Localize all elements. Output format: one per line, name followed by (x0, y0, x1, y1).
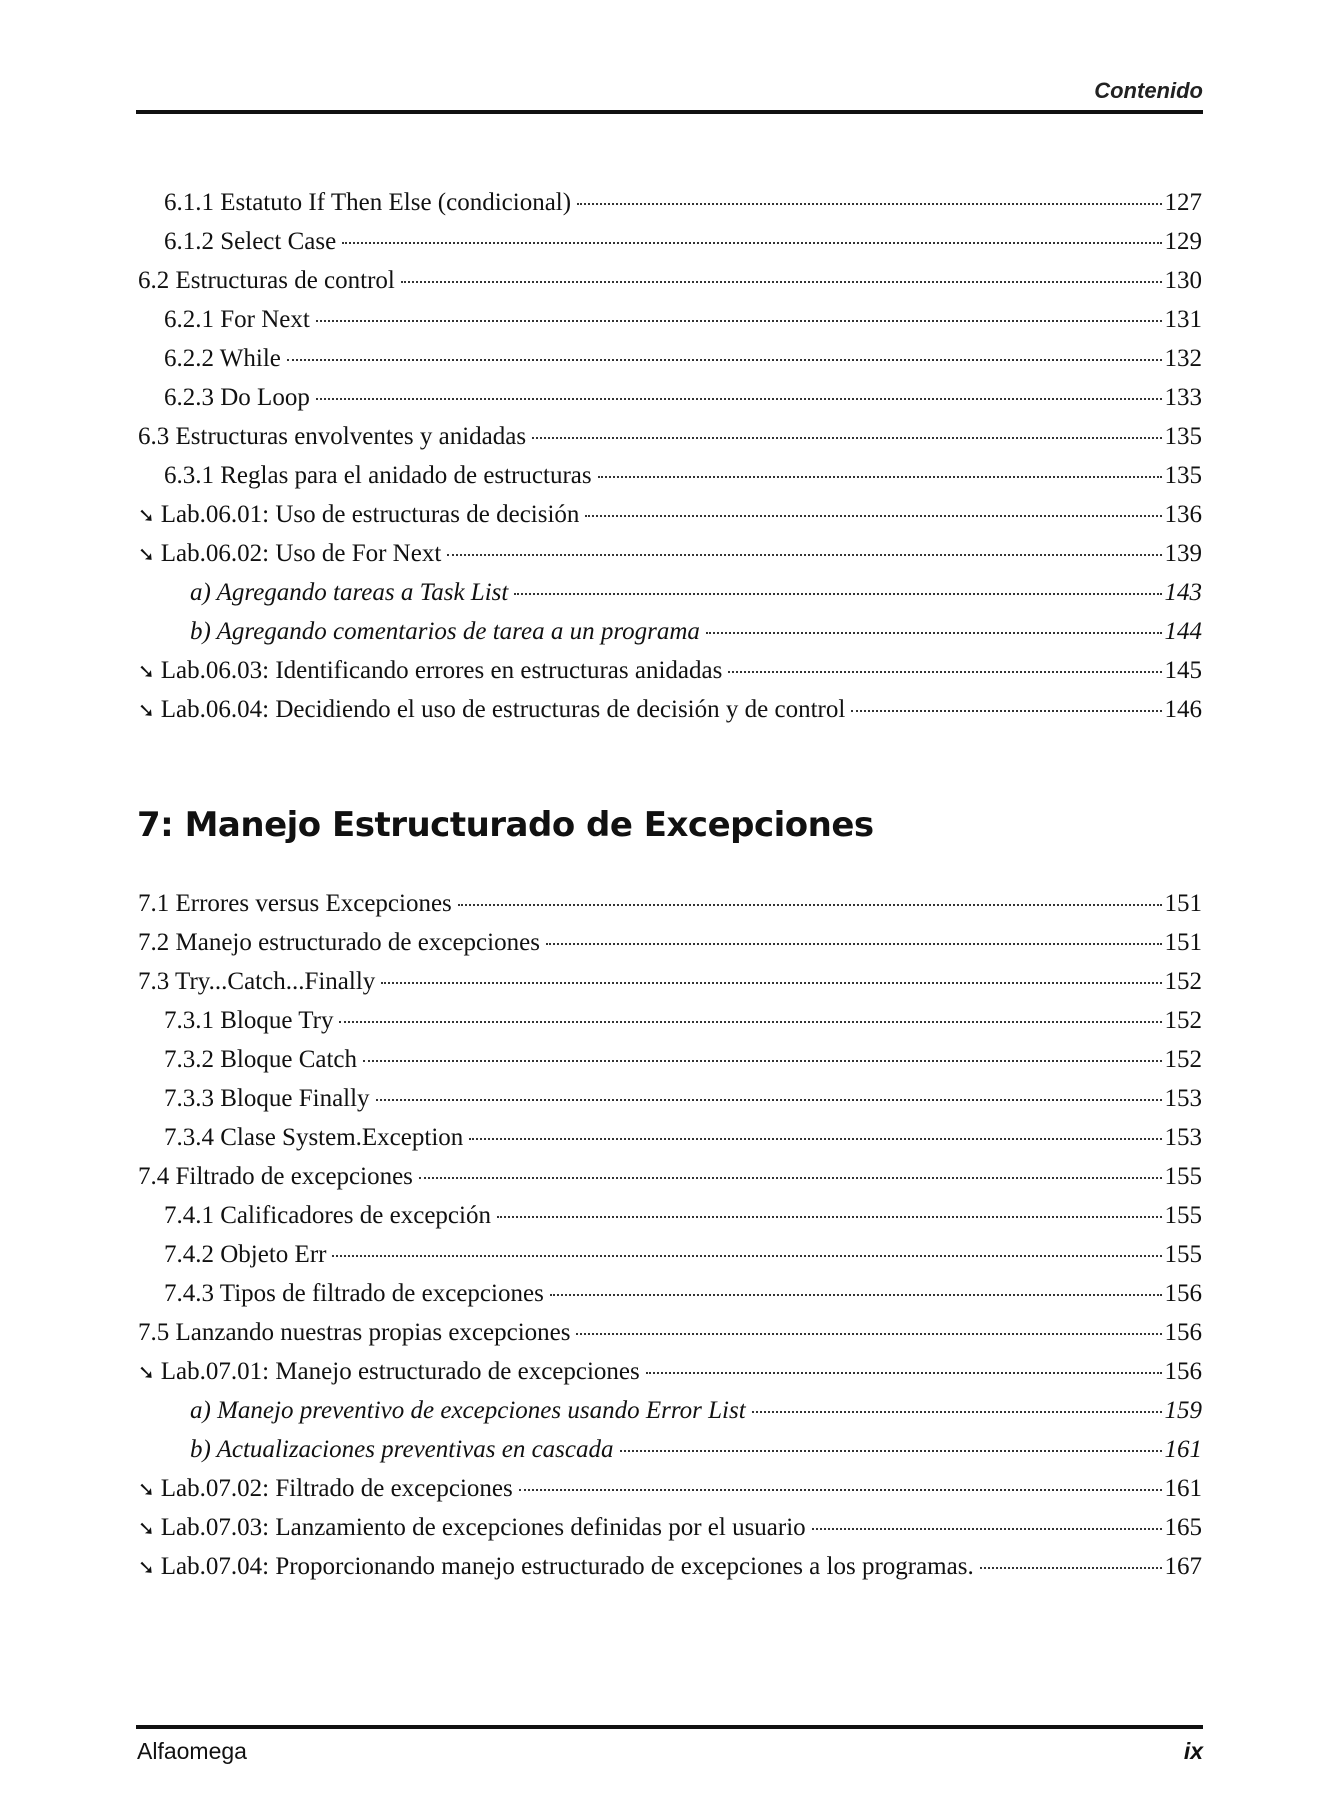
toc-entry-title: 7.1 Errores versus Excepciones (138, 890, 452, 917)
toc-entry-lab (138, 690, 1202, 729)
toc-entry-title: 7.3 Try...Catch...Finally (138, 968, 376, 995)
toc-entry-page: 156 (1164, 1280, 1202, 1307)
dot-leader (332, 1255, 1161, 1257)
toc-entry-title: 6.2.2 While (164, 345, 281, 372)
toc-entry (138, 573, 1202, 612)
dot-leader (519, 1489, 1162, 1491)
toc-entry-title: 7.3.2 Bloque Catch (164, 1046, 358, 1073)
toc-entry-title: Lab.06.04: Decidiendo el uso de estructuras de decisión y de control (160, 696, 846, 723)
dot-leader (980, 1567, 1162, 1569)
toc-entry-page: 153 (1164, 1124, 1202, 1151)
dot-leader (646, 1372, 1162, 1374)
dot-leader (316, 320, 1162, 322)
dot-leader (728, 671, 1161, 673)
toc-entry-title: 6.2.1 For Next (164, 306, 310, 333)
toc-entry-page: 165 (1164, 1514, 1202, 1541)
toc-entry-lab (138, 1469, 1202, 1508)
toc-entry-title: 7.5 Lanzando nuestras propias excepciones (138, 1319, 571, 1346)
toc-entry-title: Lab.07.02: Filtrado de excepciones (160, 1475, 513, 1502)
dot-leader (316, 398, 1162, 400)
toc-entry (138, 612, 1202, 651)
dot-leader (419, 1177, 1162, 1179)
dot-leader (342, 242, 1161, 244)
toc-entry-title: Lab.06.02: Uso de For Next (160, 540, 442, 567)
toc-entry-title: 7.3.3 Bloque Finally (164, 1085, 370, 1112)
toc-entry-page: 127 (1164, 189, 1202, 216)
dot-leader (339, 1021, 1161, 1023)
arrow-down-right-icon: ➘ (138, 542, 155, 566)
toc-entry (138, 339, 1202, 378)
toc-entry-title: 6.2 Estructuras de control (138, 267, 395, 294)
toc-entry-lab (138, 1352, 1202, 1391)
toc-entry-page: 133 (1164, 384, 1202, 411)
toc-entry (138, 962, 1202, 1001)
toc-entry-lab (138, 651, 1202, 690)
toc-entry-page: 155 (1164, 1202, 1202, 1229)
toc-entry-title: 6.1.2 Select Case (164, 228, 337, 255)
toc-entry (138, 923, 1202, 962)
toc-entry (138, 1313, 1202, 1352)
dot-leader (577, 203, 1161, 205)
dot-leader (812, 1528, 1162, 1530)
toc-entry (138, 1118, 1202, 1157)
running-header: Contenido (1094, 78, 1203, 103)
toc-entry (138, 378, 1202, 417)
toc-entry-page: 129 (1164, 228, 1202, 255)
arrow-down-right-icon: ➘ (138, 1516, 155, 1540)
toc-entry-page: 152 (1164, 1046, 1202, 1073)
dot-leader (752, 1411, 1162, 1413)
toc-list-chapter-7 (138, 884, 1202, 1586)
toc-entry-page: 152 (1164, 968, 1202, 995)
footer-publisher: Alfaomega (137, 1738, 247, 1764)
dot-leader (620, 1450, 1162, 1452)
toc-entry (138, 1235, 1202, 1274)
arrow-down-right-icon: ➘ (138, 1360, 155, 1384)
toc-entry (138, 222, 1202, 261)
toc-list-chapter-6 (138, 183, 1202, 729)
toc-entry-page: 167 (1164, 1553, 1202, 1580)
toc-entry-page: 130 (1164, 267, 1202, 294)
dot-leader (381, 982, 1161, 984)
dot-leader (851, 710, 1161, 712)
footer-page-number: ix (1183, 1738, 1203, 1764)
toc-entry-page: 135 (1164, 462, 1202, 489)
dot-leader (497, 1216, 1162, 1218)
toc-entry-title: a) Agregando tareas a Task List (190, 579, 509, 606)
toc-entry-page: 161 (1164, 1475, 1202, 1502)
toc-entry (138, 1274, 1202, 1313)
arrow-down-right-icon: ➘ (138, 503, 155, 527)
toc-entry (138, 1430, 1202, 1469)
toc-entry-page: 155 (1164, 1241, 1202, 1268)
chapter-heading: 7: Manejo Estructurado de Excepciones (137, 805, 874, 845)
dot-leader (585, 515, 1161, 517)
toc-entry-page: 143 (1164, 579, 1202, 606)
arrow-down-right-icon: ➘ (138, 698, 155, 722)
arrow-down-right-icon: ➘ (138, 1555, 155, 1579)
toc-entry (138, 1040, 1202, 1079)
dot-leader (363, 1060, 1161, 1062)
toc-entry-title: Lab.06.01: Uso de estructuras de decisión (160, 501, 580, 528)
toc-entry-title: 7.2 Manejo estructurado de excepciones (138, 929, 540, 956)
dot-leader (458, 904, 1162, 906)
toc-entry-page: 161 (1164, 1436, 1202, 1463)
toc-entry (138, 1196, 1202, 1235)
toc-entry-title: 6.3 Estructuras envolventes y anidadas (138, 423, 527, 450)
toc-entry-page: 159 (1164, 1397, 1202, 1424)
toc-entry-title: b) Actualizaciones preventivas en cascada (190, 1436, 614, 1463)
toc-entry-title: Lab.07.04: Proporcionando manejo estructurado de excepciones a los programas. (160, 1553, 974, 1580)
toc-entry-title: a) Manejo preventivo de excepciones usando Error List (190, 1397, 746, 1424)
dot-leader (546, 943, 1162, 945)
toc-entry-page: 152 (1164, 1007, 1202, 1034)
toc-entry (138, 261, 1202, 300)
dot-leader (532, 437, 1161, 439)
toc-entry (138, 1001, 1202, 1040)
arrow-down-right-icon: ➘ (138, 1477, 155, 1501)
toc-entry (138, 1391, 1202, 1430)
toc-entry-page: 146 (1164, 696, 1202, 723)
toc-entry-page: 132 (1164, 345, 1202, 372)
toc-entry-title: 7.4.3 Tipos de filtrado de excepciones (164, 1280, 544, 1307)
toc-entry (138, 183, 1202, 222)
arrow-down-right-icon: ➘ (138, 659, 155, 683)
toc-entry-page: 151 (1164, 929, 1202, 956)
toc-entry-title: Lab.07.03: Lanzamiento de excepciones definidas por el usuario (160, 1514, 806, 1541)
toc-entry-page: 131 (1164, 306, 1202, 333)
toc-entry-page: 151 (1164, 890, 1202, 917)
toc-entry-title: 7.4 Filtrado de excepciones (138, 1163, 413, 1190)
toc-entry-page: 145 (1164, 657, 1202, 684)
toc-entry-page: 153 (1164, 1085, 1202, 1112)
toc-entry-title: 6.1.1 Estatuto If Then Else (condicional) (164, 189, 572, 216)
toc-entry (138, 1079, 1202, 1118)
toc-entry-title: 7.3.1 Bloque Try (164, 1007, 334, 1034)
toc-entry-title: 6.2.3 Do Loop (164, 384, 310, 411)
toc-entry-lab (138, 1547, 1202, 1586)
dot-leader (550, 1294, 1162, 1296)
toc-entry (138, 300, 1202, 339)
toc-entry-lab (138, 495, 1202, 534)
toc-entry-title: 7.4.1 Calificadores de excepción (164, 1202, 491, 1229)
toc-entry-page: 156 (1164, 1319, 1202, 1346)
toc-entry-title: Lab.07.01: Manejo estructurado de excepciones (160, 1358, 640, 1385)
toc-entry-page: 155 (1164, 1163, 1202, 1190)
toc-entry (138, 1157, 1202, 1196)
toc-entry-page: 135 (1164, 423, 1202, 450)
dot-leader (514, 593, 1161, 595)
toc-entry (138, 417, 1202, 456)
toc-entry-page: 136 (1164, 501, 1202, 528)
toc-entry-page: 144 (1164, 618, 1202, 645)
footer-rule (136, 1725, 1203, 1729)
dot-leader (376, 1099, 1162, 1101)
toc-entry-page: 139 (1164, 540, 1202, 567)
dot-leader (598, 476, 1162, 478)
toc-entry-title: 6.3.1 Reglas para el anidado de estructuras (164, 462, 592, 489)
toc-entry-page: 156 (1164, 1358, 1202, 1385)
toc-entry-title: 7.4.2 Objeto Err (164, 1241, 327, 1268)
toc-entry (138, 456, 1202, 495)
dot-leader (469, 1138, 1161, 1140)
header-rule (136, 110, 1203, 114)
dot-leader (287, 359, 1162, 361)
dot-leader (401, 281, 1162, 283)
toc-entry-title: b) Agregando comentarios de tarea a un programa (190, 618, 700, 645)
toc-entry-title: Lab.06.03: Identificando errores en estructuras anidadas (160, 657, 723, 684)
toc-entry-title: 7.3.4 Clase System.Exception (164, 1124, 464, 1151)
toc-entry-lab (138, 534, 1202, 573)
toc-entry-lab (138, 1508, 1202, 1547)
dot-leader (706, 632, 1162, 634)
dot-leader (447, 554, 1161, 556)
dot-leader (576, 1333, 1161, 1335)
toc-entry (138, 884, 1202, 923)
